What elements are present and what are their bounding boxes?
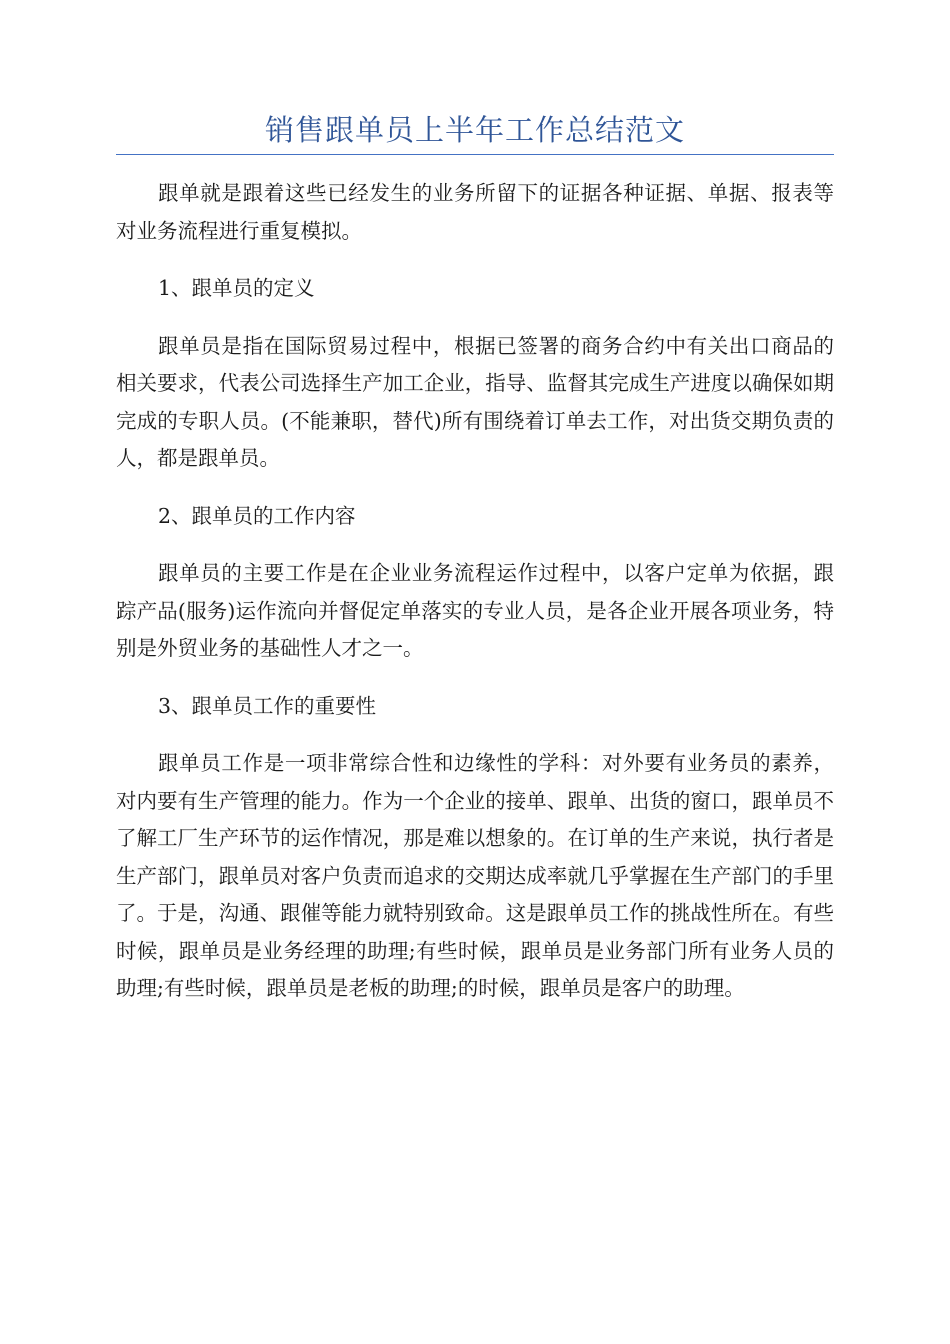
- document-title: 销售跟单员上半年工作总结范文: [264, 113, 685, 147]
- intro-paragraph: 跟单就是跟着这些已经发生的业务所留下的证据各种证据、单据、报表等对业务流程进行重复模拟。: [116, 181, 834, 243]
- section-heading-definition: 1、跟单员的定义: [158, 276, 315, 300]
- section-heading-work-content: 2、跟单员的工作内容: [158, 503, 356, 528]
- title-underline: [116, 154, 834, 155]
- document-body: [116, 175, 834, 1028]
- section-paragraph-importance: 跟单员工作是一项非常综合性和边缘性的学科：对外要有业务员的素养，对内要有生产管理的能力。作为一个企业的接单、跟单、出货的窗口，跟单员不了解工厂生产环节的运作情况，那是难以想象的。在订单的生产来说，执行者是生产部门，跟单员对客户负责而追求的交期达成率就几乎掌握在生产部门的手里了。于是，沟通、跟催等能力就特别致命。这是跟单员工作的挑战性所在。有些时候，跟单员是业务经理的助理;有些时候，跟单员是业务部门所有业务人员的助理;有些时候，跟单员是老板的助理;的时候，跟单员是客户的助理。: [116, 751, 834, 1000]
- section-paragraph-work-content: 跟单员的主要工作是在企业业务流程运作过程中，以客户定单为依据，跟踪产品(服务)运作流向并督促定单落实的专业人员，是各企业开展各项业务，特别是外贸业务的基础性人才之一。: [116, 561, 834, 660]
- section-heading-importance: 3、跟单员工作的重要性: [158, 693, 377, 718]
- section-paragraph-definition: 跟单员是指在国际贸易过程中，根据已签署的商务合约中有关出口商品的相关要求，代表公司选择生产加工企业，指导、监督其完成生产进度以确保如期完成的专职人员。(不能兼职，替代)所有围绕着订单去工作，对出货交期负责的人，都是跟单员。: [116, 333, 834, 470]
